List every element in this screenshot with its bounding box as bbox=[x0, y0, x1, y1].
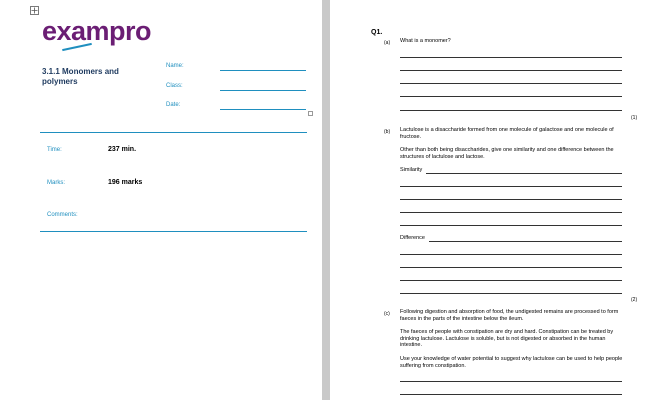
part-b-intro: Lactulose is a disaccharide formed from one molecule of galactose and one molecule of fructose. bbox=[400, 127, 614, 140]
question-number: Q1. bbox=[371, 29, 383, 36]
table-end-marker bbox=[308, 111, 313, 116]
part-b-marks: (2) bbox=[631, 297, 638, 303]
similarity-answer-line[interactable] bbox=[426, 173, 622, 174]
marks-label: Marks: bbox=[47, 180, 65, 186]
part-a-marks: (1) bbox=[631, 115, 638, 121]
divider-bottom bbox=[40, 231, 307, 232]
answer-line[interactable] bbox=[400, 110, 622, 111]
answer-line[interactable] bbox=[400, 254, 622, 255]
part-c-label: (c) bbox=[384, 311, 390, 317]
answer-line[interactable] bbox=[400, 381, 622, 382]
class-field[interactable] bbox=[220, 90, 306, 91]
answer-line[interactable] bbox=[400, 267, 622, 268]
difference-answer-line[interactable] bbox=[429, 241, 622, 242]
difference-label: Difference bbox=[400, 235, 425, 241]
part-c-para3: Use your knowledge of water potential to suggest why lactulose can be used to help people suffering from constipation. bbox=[400, 356, 623, 369]
table-move-handle-icon[interactable] bbox=[30, 6, 39, 15]
answer-line[interactable] bbox=[400, 70, 622, 71]
answer-line[interactable] bbox=[400, 225, 622, 226]
date-label: Date: bbox=[166, 102, 181, 108]
class-label: Class: bbox=[166, 83, 183, 89]
answer-line[interactable] bbox=[400, 212, 622, 213]
comments-label: Comments: bbox=[47, 212, 78, 218]
answer-line[interactable] bbox=[400, 96, 622, 97]
part-a-text: What is a monomer? bbox=[400, 38, 451, 44]
cover-page bbox=[0, 0, 322, 400]
part-b-task: Other than both being disaccharides, give one similarity and one difference between the structures of lactulose and lactose. bbox=[400, 147, 614, 160]
name-label: Name: bbox=[166, 63, 184, 69]
similarity-label: Similarity bbox=[400, 167, 423, 173]
question-page bbox=[330, 0, 650, 400]
topic-title: 3.1.1 Monomers and polymers bbox=[42, 67, 119, 86]
answer-line[interactable] bbox=[400, 83, 622, 84]
answer-line[interactable] bbox=[400, 57, 622, 58]
marks-value: 196 marks bbox=[108, 179, 143, 186]
part-b-label: (b) bbox=[384, 129, 391, 135]
time-value: 237 min. bbox=[108, 146, 137, 153]
name-field[interactable] bbox=[220, 70, 306, 71]
divider-top bbox=[40, 132, 307, 133]
answer-line[interactable] bbox=[400, 199, 622, 200]
answer-line[interactable] bbox=[400, 280, 622, 281]
part-c-para2: The faeces of people with constipation are dry and hard. Constipation can be treated by drinking lactulose. Lactulose is soluble, but is not digested or absorbed in the human intestine. bbox=[400, 329, 614, 348]
time-label: Time: bbox=[47, 147, 62, 153]
part-c-para1: Following digestion and absorption of food, the undigested remains are processed to form faeces in the parts of the intestine below the ileum. bbox=[400, 309, 619, 322]
answer-line[interactable] bbox=[400, 186, 622, 187]
answer-line[interactable] bbox=[400, 394, 622, 395]
part-a-label: (a) bbox=[384, 40, 391, 46]
exampro-logo: exampro bbox=[42, 16, 152, 46]
answer-line[interactable] bbox=[400, 293, 622, 294]
date-field[interactable] bbox=[220, 109, 306, 110]
